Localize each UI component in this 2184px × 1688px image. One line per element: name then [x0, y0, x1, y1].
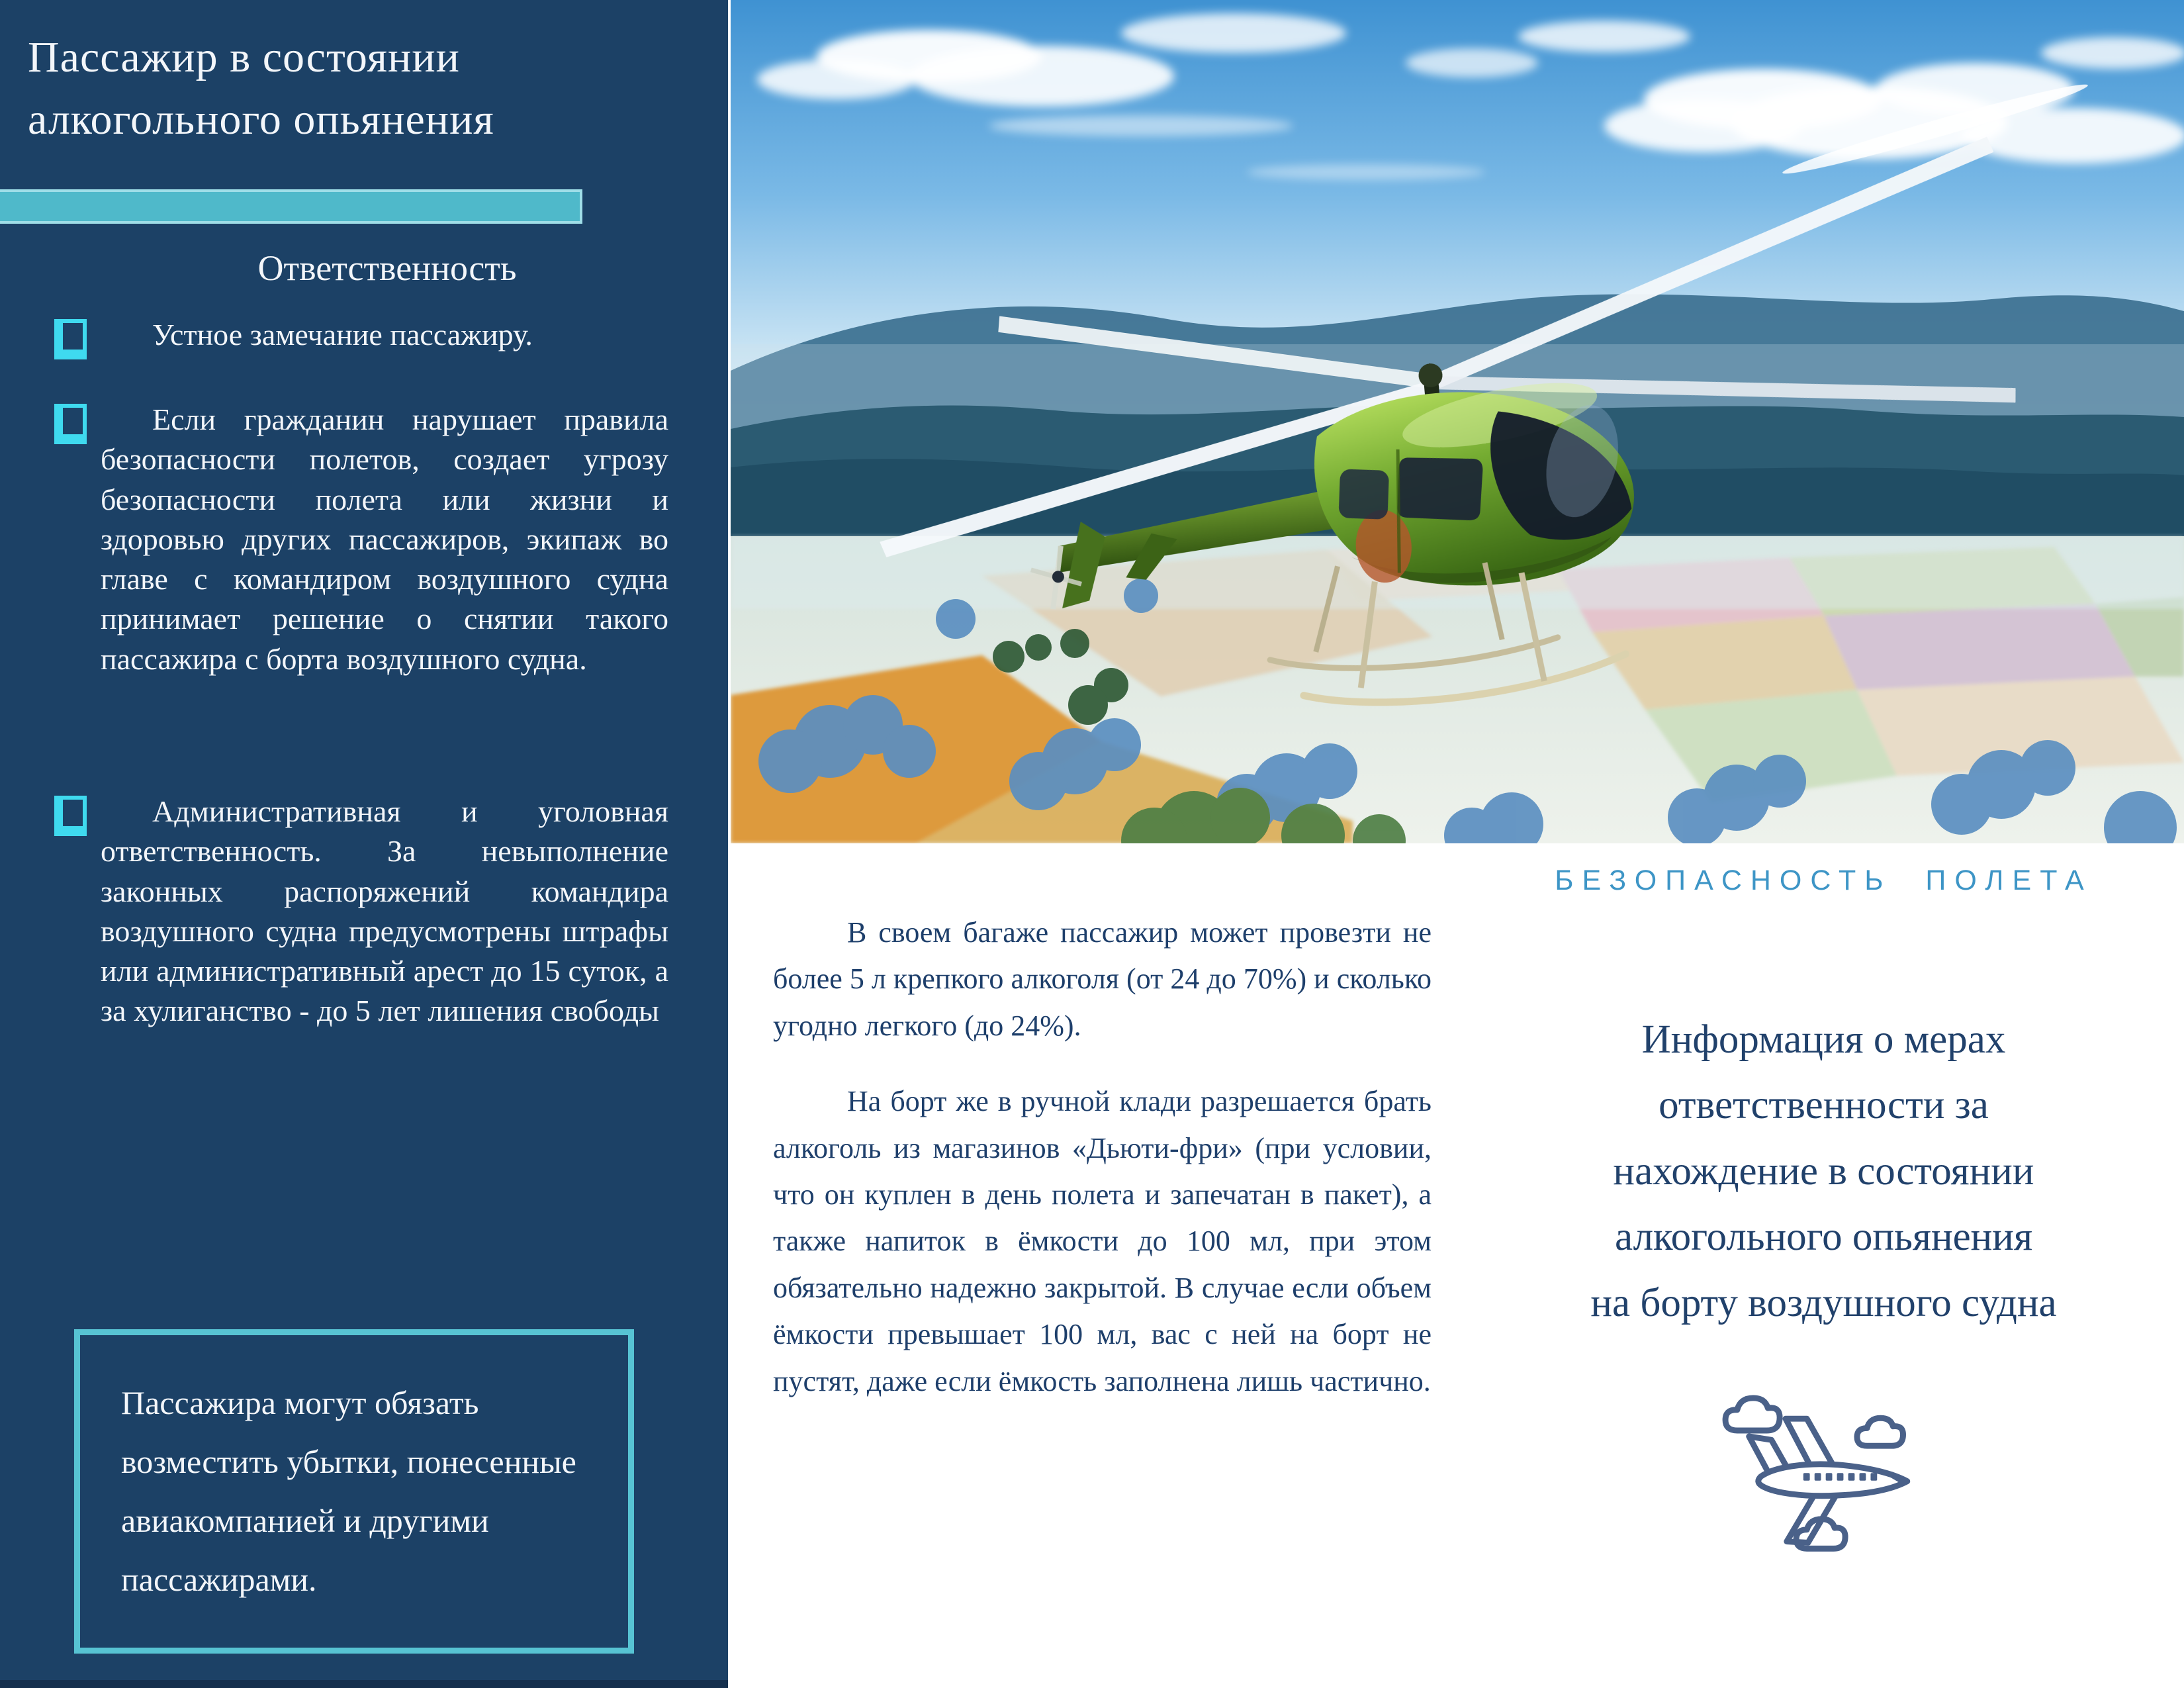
cloud-icon: [1725, 1398, 1780, 1430]
info-heading: [1488, 1007, 2160, 1336]
heading-line: нахождение в состоянии: [1613, 1149, 2034, 1194]
bullet-item: [101, 792, 668, 1031]
left-panel: [0, 0, 728, 1688]
bullet-text: Если гражданин нарушает правила безопасности полетов, создает угрозу безопасности полета или жизни и здоровью других пассажиров, экипаж во главе с командиром воздушного судна принимает решение о снятии такого пассажира с борта воздушного судна.: [101, 402, 668, 676]
heading-line: алкогольного опьянения: [1614, 1215, 2033, 1260]
section-heading: Ответственность: [257, 248, 517, 288]
accent-bar: [0, 189, 582, 224]
liability-box-text: Пассажира могут обязать возместить убытки, понесенные авиакомпанией и другими пассажирами.: [121, 1384, 576, 1598]
checkbox-icon: [54, 319, 87, 359]
liability-box: [74, 1329, 634, 1654]
helicopter-photo-art: [731, 0, 2184, 843]
bottom-strip: [0, 1680, 728, 1688]
bullet-text: Административная и уголовная ответственность. За невыполнение законных распоряжений командира воздушного судна предусмотрены штрафы или административный арест до 15 суток, а за хулиганство - до 5 лет лишения свободы: [101, 794, 668, 1028]
kicker: БЕЗОПАСНОСТЬ ПОЛЕТА: [1555, 865, 2093, 896]
heading-line: на борту воздушного судна: [1590, 1280, 2057, 1325]
carry-on-paragraph: На борт же в ручной клади разрешается брать алкоголь из магазинов «Дьюти-фри» (при условии, что он куплен в день полета и запечатан в пакет), а также напиток в ёмкости до 100 мл, при этом обязательно надежно закрытой. В случае если объем ёмкости превышает 100 мл, вас с ней на борт не пустят, даже если ёмкость заполнена лишь частично.: [773, 1085, 1432, 1397]
baggage-paragraph: В своем багаже пассажир может провезти не более 5 л крепкого алкоголя (от 24 до 70%) и сколько угодно легкого (до 24%).: [773, 916, 1432, 1042]
bullet-item: [101, 315, 668, 355]
right-panel: [1488, 865, 2160, 1574]
bullet-text: Устное замечание пассажиру.: [152, 318, 533, 352]
middle-panel: [773, 880, 1432, 1434]
checkbox-icon: [54, 796, 87, 836]
helicopter-photo: [731, 0, 2184, 843]
cloud-icon: [1856, 1418, 1903, 1446]
heading-line: Информация о мерах: [1641, 1017, 2006, 1062]
airplane-icon: [1715, 1374, 1933, 1574]
heading-line: ответственности за: [1659, 1083, 1989, 1128]
checkbox-icon: [54, 404, 87, 444]
bullet-item: [101, 400, 668, 679]
page-title: Пассажир в состоянии алкогольного опьянения: [28, 33, 494, 144]
